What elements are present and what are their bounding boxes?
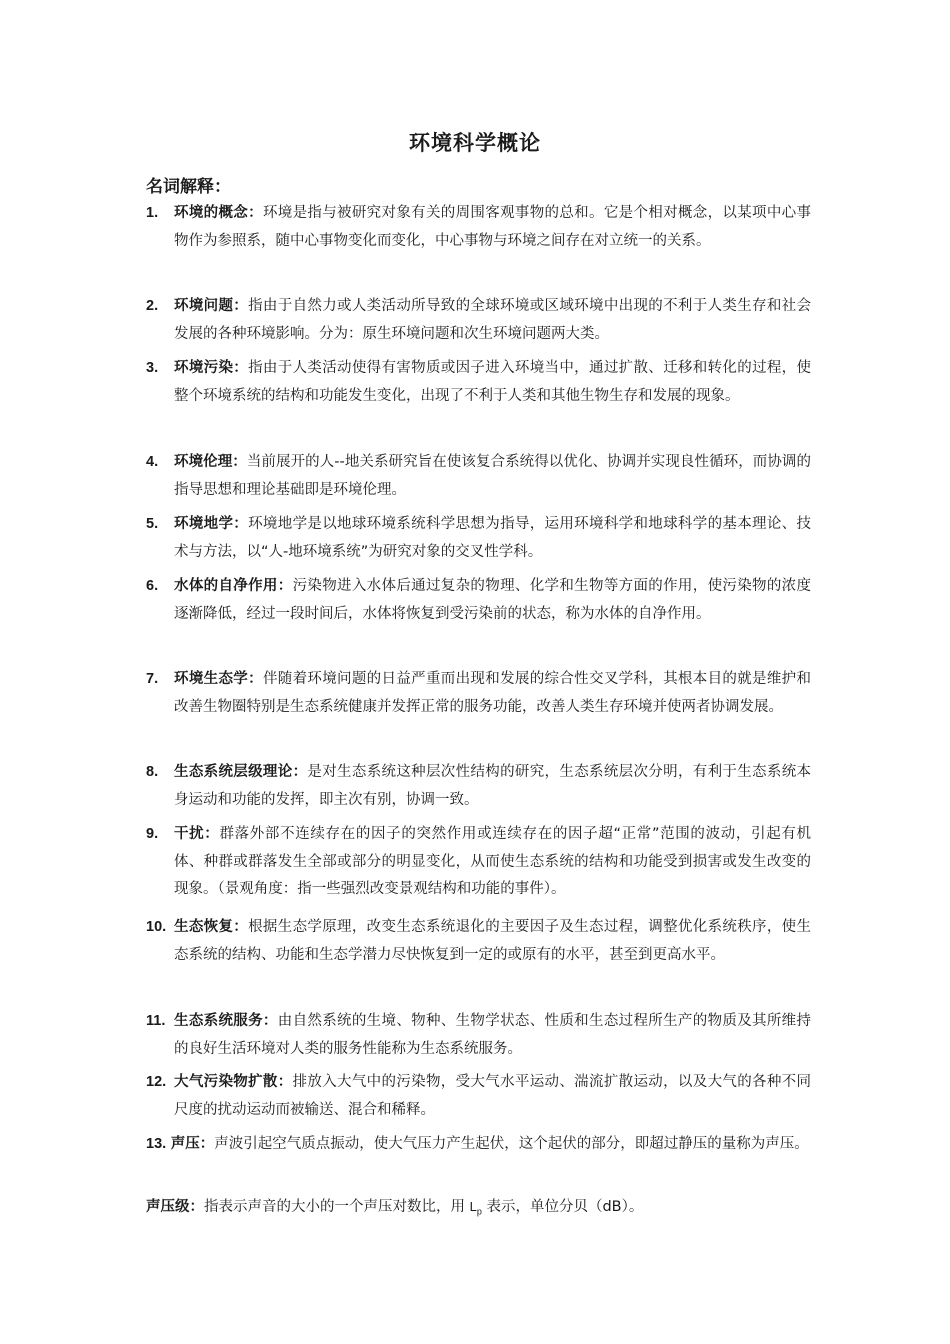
item-number: 13.: [146, 1136, 167, 1152]
item-text: 是对生态系统这种层次性结构的研究，生态系统层次分明，有利于生态系统本身运动和功能的发挥，即主次有别，协调一致。: [174, 764, 812, 808]
item-term: 环境地学：: [174, 516, 249, 532]
item-number: 9.: [146, 826, 159, 842]
definition-item: [146, 511, 811, 566]
item-number: 7.: [146, 671, 159, 687]
item-text: 污染物进入水体后通过复杂的物理、化学和生物等方面的作用，使污染物的浓度逐渐降低，经过一段时间后，水体将恢复到受污染前的状态，称为水体的自净作用。: [174, 578, 812, 622]
item-number: 10.: [146, 919, 167, 935]
definition-item: [146, 573, 811, 628]
item-number: 4.: [146, 454, 159, 470]
item-text: 指表示声音的大小的一个声压对数比，用: [204, 1199, 470, 1215]
definition-item: [146, 821, 811, 904]
item-text: 根据生态学原理，改变生态系统退化的主要因子及生态过程，调整优化系统秩序，使生态系统的结构、功能和生态学潜力尽快恢复到一定的或原有的水平，甚至到更高水平。: [174, 919, 811, 963]
definition-item: [146, 449, 811, 504]
item-text: 环境是指与被研究对象有关的周围客观事物的总和。它是个相对概念，以某项中心事物作为参照系，随中心事物变化而变化，中心事物与环境之间存在对立统一的关系。: [174, 205, 812, 249]
item-term: 水体的自净作用：: [174, 578, 293, 594]
item-text: 指由于人类活动使得有害物质或因子进入环境当中，通过扩散、迁移和转化的过程，使整个环境系统的结构和功能发生变化，出现了不利于人类和其他生物生存和发展的现象。: [174, 360, 811, 404]
definition-item: [146, 200, 811, 255]
item-number: 3.: [146, 360, 159, 376]
item-term: 大气污染物扩散：: [174, 1074, 293, 1090]
item-text: 环境地学是以地球环境系统科学思想为指导，运用环境科学和地球科学的基本理论、技术与方法，以“人-地环境系统”为研究对象的交叉性学科。: [174, 516, 811, 560]
item-number: 5.: [146, 516, 159, 532]
item-term: 环境伦理：: [174, 454, 247, 470]
item-text: 当前展开的人--地关系研究旨在使该复合系统得以优化、协调并实现良性循环，而协调的指导思想和理论基础即是环境伦理。: [174, 454, 811, 498]
item-term: 环境的概念：: [174, 205, 263, 221]
definition-item: [146, 355, 811, 410]
item-term: 干扰：: [174, 826, 220, 842]
section-heading: 名词解释：: [146, 177, 231, 197]
item-term: 环境问题：: [174, 298, 249, 314]
item-text: 排放入大气中的污染物，受大气水平运动、湍流扩散运动，以及大气的各种不同尺度的扰动运动而被输送、混合和稀释。: [174, 1074, 812, 1118]
item-term: 声压级：: [146, 1199, 204, 1215]
item-term: 生态恢复：: [174, 919, 249, 935]
item-number: 8.: [146, 764, 159, 780]
item-number: 6.: [146, 578, 159, 594]
item-number: 11.: [146, 1013, 166, 1029]
definition-item: [146, 1131, 811, 1159]
item-number: 1.: [146, 205, 159, 221]
sound-pressure-level-definition: [146, 1193, 811, 1226]
item-term: 环境污染：: [174, 360, 249, 376]
item-number: 12.: [146, 1074, 167, 1090]
definition-item: [146, 1008, 811, 1063]
item-term: 声压：: [170, 1136, 215, 1152]
definition-item: [146, 759, 811, 814]
item-term: 生态系统服务：: [174, 1013, 278, 1029]
item-text: 伴随着环境问题的日益严重而出现和发展的综合性交叉学科，其根本目的就是维护和改善生物圈特别是生态系统健康并发挥正常的服务功能，改善人类生存环境并使两者协调发展。: [174, 671, 812, 715]
item-text: 群落外部不连续存在的因子的突然作用或连续存在的因子超“正常”范围的波动，引起有机体、种群或群落发生全部或部分的明显变化，从而使生态系统的结构和功能受到损害或发生改变的现象。（景观角度：指一些强烈改变景观结构和功能的事件）。: [174, 826, 811, 897]
item-term: 环境生态学：: [174, 671, 263, 687]
item-text: 声波引起空气质点振动，使大气压力产生起伏，这个起伏的部分，即超过静压的量称为声压。: [214, 1136, 809, 1152]
item-term: 生态系统层级理论：: [174, 764, 308, 780]
item-number: 2.: [146, 298, 159, 314]
definition-item: [146, 293, 811, 348]
item-text: 指由于自然力或人类活动所导致的全球环境或区域环境中出现的不利于人类生存和社会发展的各种环境影响。分为：原生环境问题和次生环境问题两大类。: [174, 298, 811, 342]
definition-item: [146, 914, 811, 969]
document-title: 环境科学概论: [409, 131, 541, 155]
definition-item: [146, 1069, 811, 1124]
definition-item: [146, 666, 811, 721]
item-text: 由自然系统的生境、物种、生物学状态、性质和生态过程所生产的物质及其所维持的良好生活环境对人类的服务性能称为生态系统服务。: [174, 1013, 811, 1057]
item-text: 表示，单位分贝（dB）。: [481, 1199, 644, 1215]
lp-symbol: $L_p$: [469, 1199, 482, 1217]
